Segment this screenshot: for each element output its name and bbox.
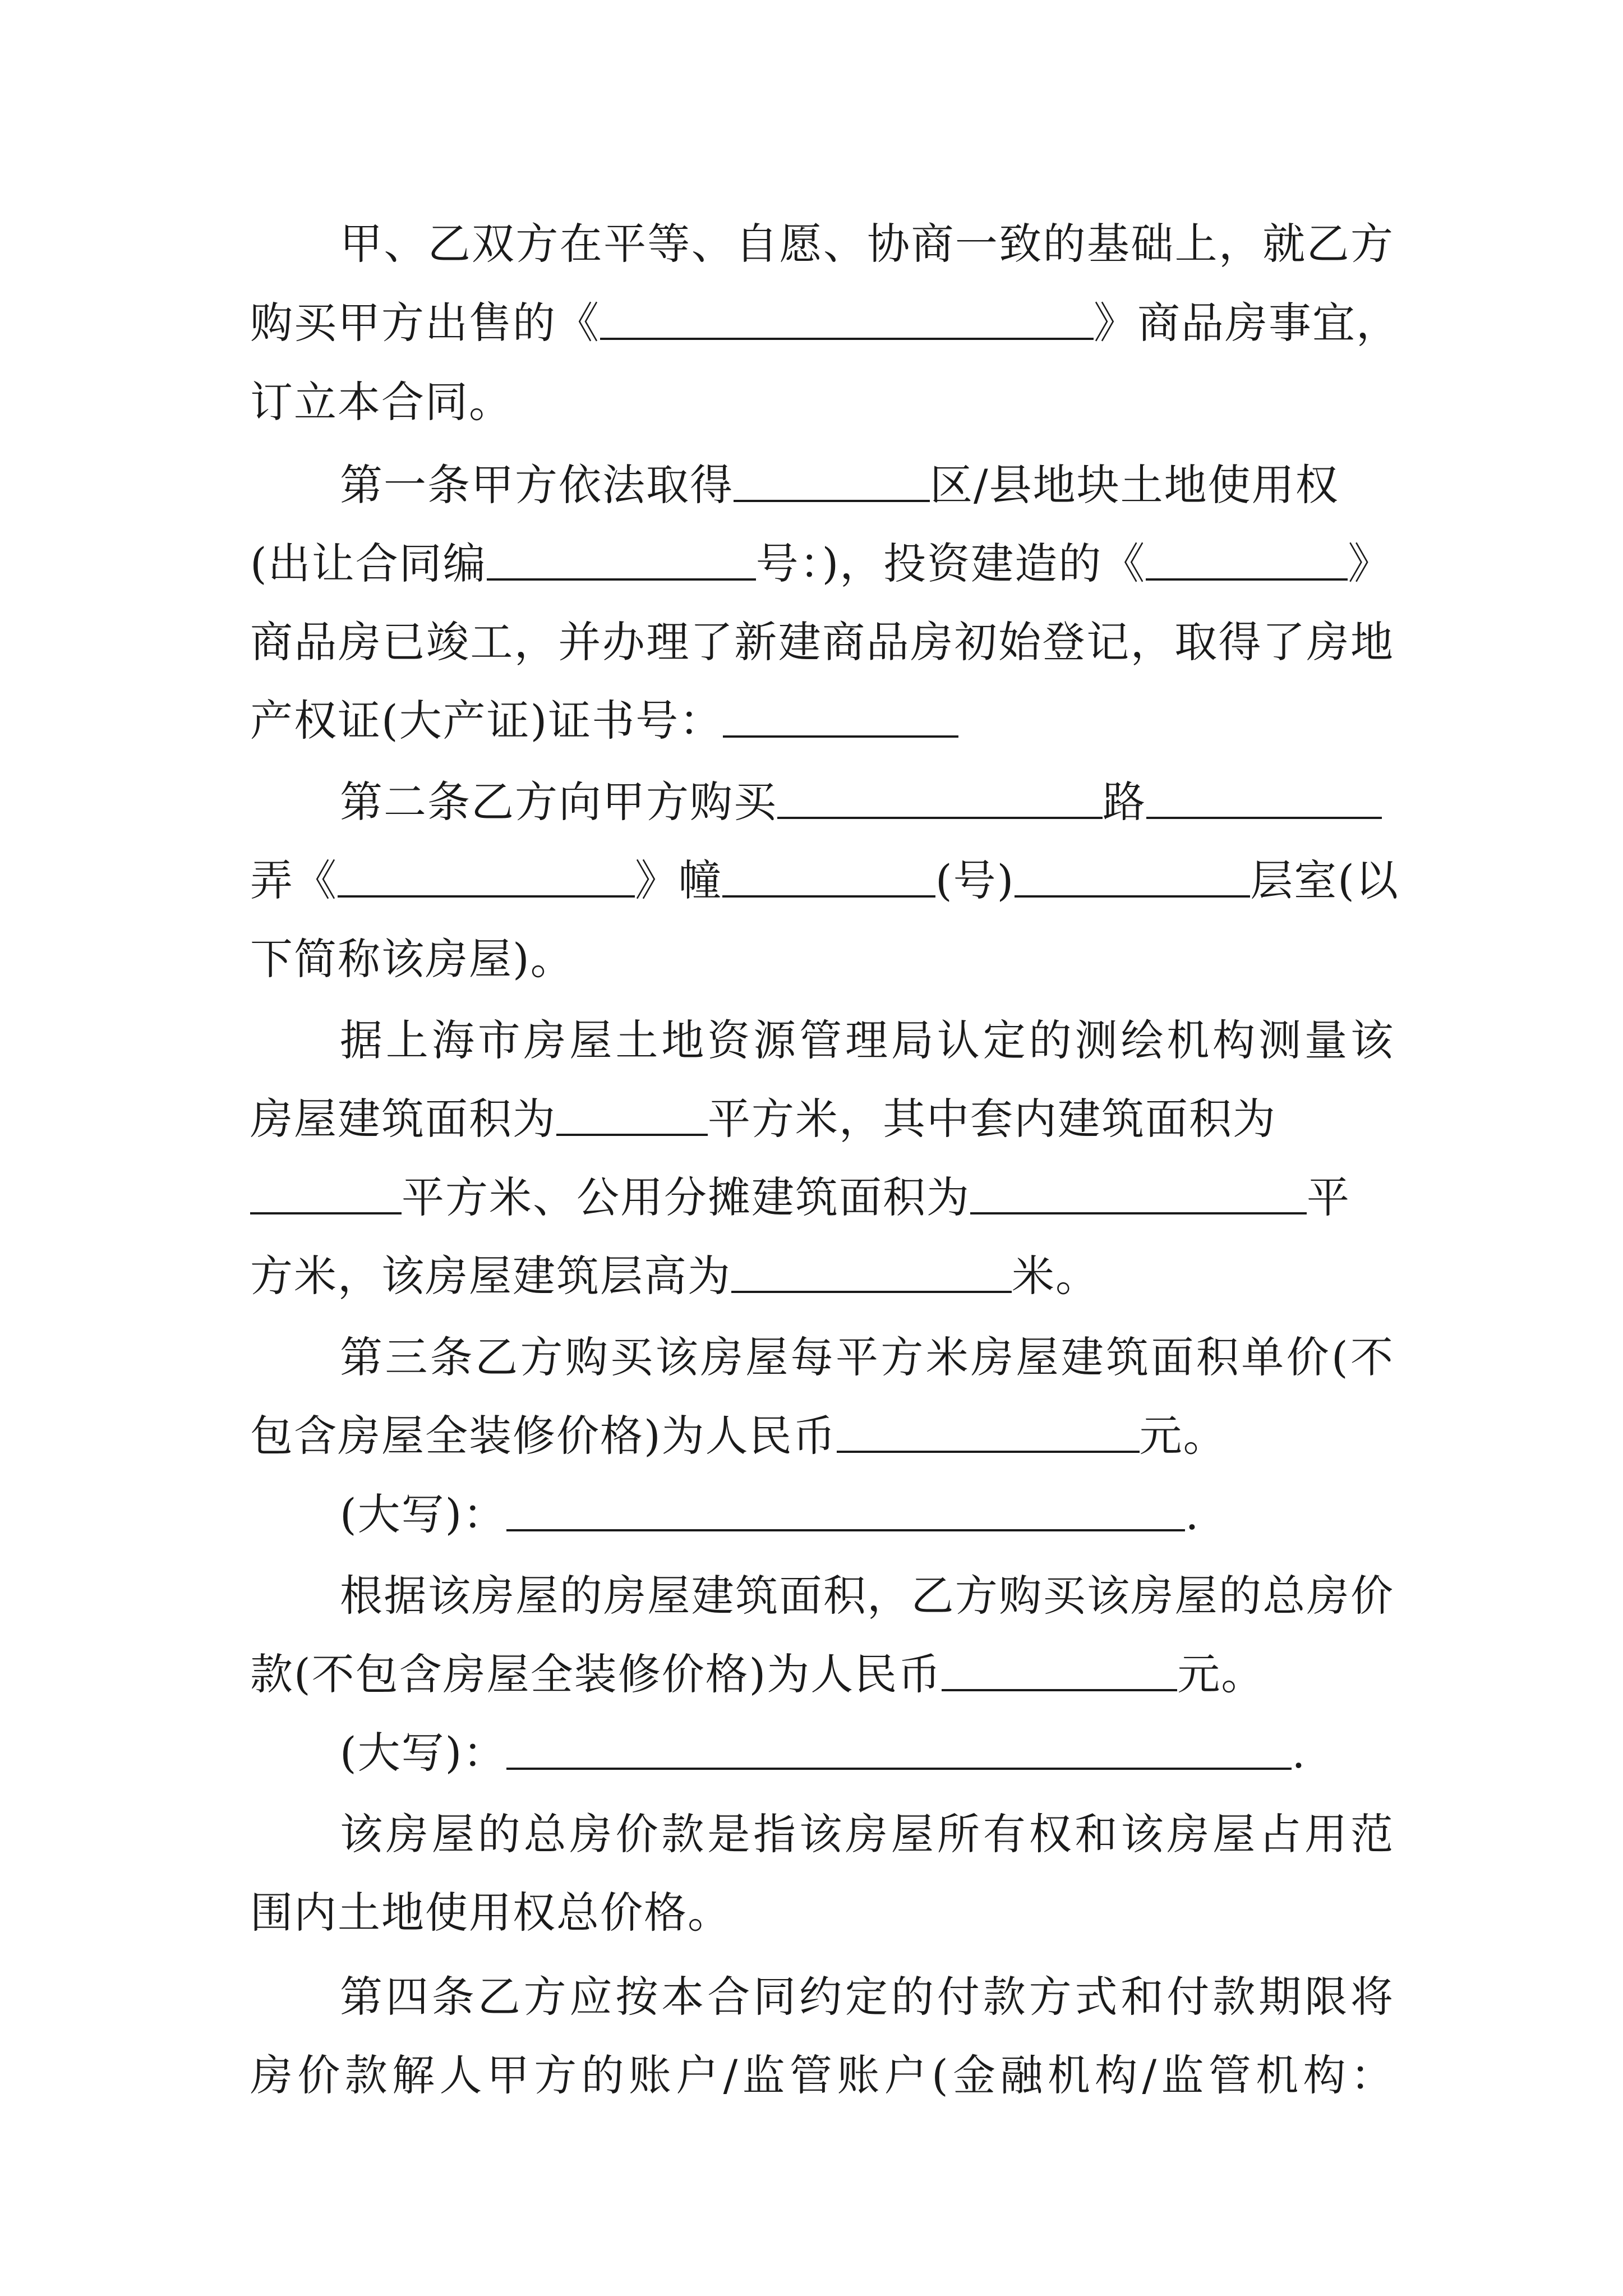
total-price-definition-line-1 <box>340 1795 1394 1874</box>
total-price-line-2 <box>250 1635 1394 1714</box>
area-paragraph-line-1 <box>340 1001 1394 1080</box>
text-segment: 下简称该房屋)。 <box>250 934 574 984</box>
text-segment: 元。 <box>1139 1411 1227 1461</box>
text-segment: 该房屋的总房价款是指该房屋所有权和该房屋占用范 <box>340 1809 1394 1859</box>
contract-number-blank[interactable] <box>487 576 756 581</box>
area-paragraph-line-4 <box>250 1237 1394 1315</box>
text-segment: 平方米，其中套内建筑面积为 <box>708 1094 1276 1144</box>
text-segment: 》商品房事宜， <box>1094 298 1400 348</box>
unit-price-blank[interactable] <box>837 1448 1140 1453</box>
article-2-line-3 <box>250 920 1394 999</box>
text-segment: 》幢 <box>635 855 722 905</box>
article-2-line-2 <box>250 841 1399 920</box>
unit-price-uppercase-blank[interactable] <box>506 1527 1185 1531</box>
article-3-line-2 <box>250 1397 1394 1475</box>
text-segment: 商品房已竣工，并办理了新建商品房初始登记，取得了房地 <box>250 617 1394 667</box>
paragraph-intro-line-2 <box>250 284 1400 362</box>
article-1-line-2 <box>250 524 1394 603</box>
article-1-line-1 <box>340 446 1394 524</box>
unit-price-uppercase-line <box>340 1475 1394 1554</box>
shared-area-blank[interactable] <box>970 1210 1307 1214</box>
text-segment: 据上海市房屋土地资源管理局认定的测绘机构测量该 <box>340 1015 1394 1065</box>
text-segment: 订立本合同。 <box>250 377 513 427</box>
building-number-blank[interactable] <box>722 893 935 898</box>
article-4-line-1 <box>340 1958 1394 2036</box>
lane-blank[interactable] <box>1146 815 1382 819</box>
text-segment: 购买甲方出售的《 <box>250 298 600 348</box>
article-4-line-2 <box>250 2036 1394 2115</box>
text-segment: 平方米、公用分摊建筑面积为 <box>402 1172 970 1222</box>
text-segment: 甲、乙双方在平等、自愿、协商一致的基础上，就乙方 <box>340 219 1394 269</box>
paragraph-intro-line-1 <box>340 205 1394 283</box>
text-segment: (大写)： <box>340 1489 507 1539</box>
text-segment: 房屋建筑面积为 <box>250 1094 556 1144</box>
road-blank[interactable] <box>777 815 1103 819</box>
text-segment: 元。 <box>1177 1649 1265 1699</box>
building-name-blank[interactable] <box>338 893 635 898</box>
text-segment: 米。 <box>1012 1251 1099 1301</box>
text-segment: 围内土地使用权总价格。 <box>250 1888 731 1938</box>
text-segment: 第四条乙方应按本合同约定的付款方式和付款期限将 <box>340 1972 1394 2022</box>
total-price-uppercase-blank[interactable] <box>506 1765 1292 1770</box>
text-segment: 号：)，投资建造的《 <box>755 539 1146 588</box>
text-segment: (大写)： <box>340 1728 507 1778</box>
text-segment: 第一条甲方依法取得 <box>340 460 734 510</box>
floor-height-blank[interactable] <box>731 1289 1012 1293</box>
text-segment: . <box>1292 1728 1307 1778</box>
certificate-number-blank[interactable] <box>723 733 958 738</box>
text-segment: 第三条乙方购买该房屋每平方米房屋建筑面积单价(不 <box>340 1332 1394 1382</box>
text-segment: 第二条乙方向甲方购买 <box>340 777 777 827</box>
total-price-definition-line-2 <box>250 1874 1394 1952</box>
article-1-line-3 <box>250 603 1394 682</box>
text-segment: 弄《 <box>250 855 338 905</box>
building-area-blank[interactable] <box>556 1131 708 1136</box>
text-segment: 产权证(大产证)证书号： <box>250 696 723 746</box>
total-price-blank[interactable] <box>942 1687 1177 1691</box>
text-segment: (出让合同编 <box>250 539 487 588</box>
paragraph-intro-line-3 <box>250 363 1394 441</box>
text-segment: . <box>1185 1489 1200 1539</box>
text-segment: 包含房屋全装修价格)为人民币 <box>250 1411 837 1461</box>
property-name-blank[interactable] <box>600 335 1094 340</box>
text-segment: 层室(以 <box>1250 855 1399 905</box>
project-name-blank[interactable] <box>1146 576 1348 581</box>
inner-area-blank[interactable] <box>250 1210 402 1214</box>
text-segment: 款(不包含房屋全装修价格)为人民币 <box>250 1649 942 1699</box>
floor-blank[interactable] <box>1015 893 1250 898</box>
total-price-uppercase-line <box>340 1714 1394 1792</box>
text-segment: 方米，该房屋建筑层高为 <box>250 1251 731 1301</box>
text-segment: 房价款解人甲方的账户/监管账户(金融机构/监管机构： <box>250 2050 1394 2100</box>
article-3-line-1 <box>340 1318 1394 1397</box>
district-blank[interactable] <box>734 498 930 502</box>
text-segment: 》 <box>1348 539 1392 588</box>
text-segment: 平 <box>1307 1172 1350 1222</box>
total-price-line-1 <box>340 1557 1394 1635</box>
area-paragraph-line-2 <box>250 1080 1394 1158</box>
text-segment: 根据该房屋的房屋建筑面积，乙方购买该房屋的总房价 <box>340 1571 1394 1621</box>
area-paragraph-line-3 <box>250 1158 1394 1237</box>
text-segment: 路 <box>1103 777 1146 827</box>
article-1-line-4 <box>250 682 1394 760</box>
text-segment: 区/县地块土地使用权 <box>930 460 1339 510</box>
text-segment: (号) <box>935 855 1015 905</box>
article-2-line-1 <box>340 763 1394 841</box>
